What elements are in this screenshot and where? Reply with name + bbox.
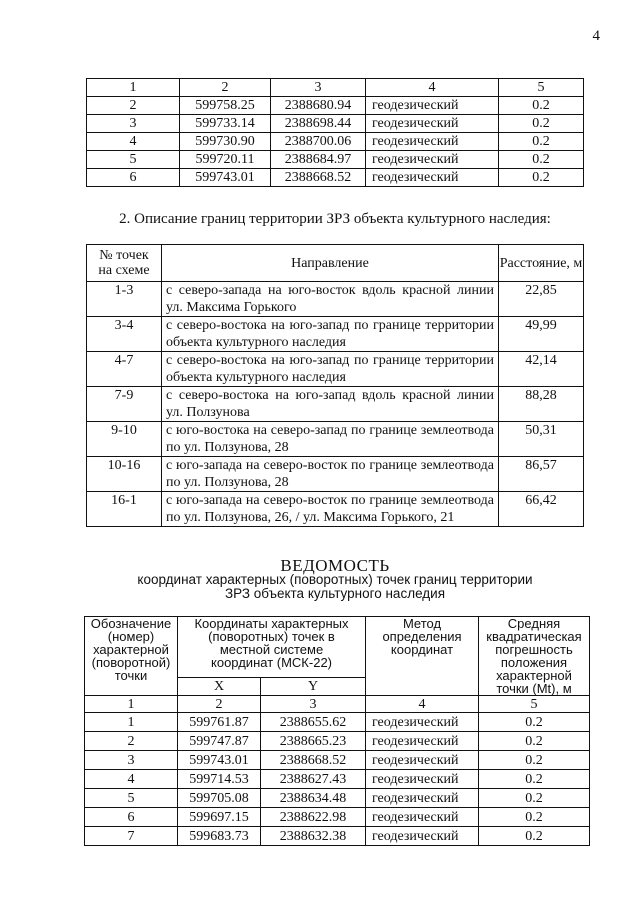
y-coordinate: 2388632.38 [261,827,366,846]
y-coordinate: 2388680.94 [271,97,366,115]
header-points [87,245,162,282]
x-coordinate: 599743.01 [178,751,261,770]
header-points-line2: на схеме [98,263,150,278]
table-row [87,422,584,457]
points-range: 3-4 [87,317,162,352]
table-header-row [85,617,590,678]
section-title: 2. Описание границ территории ЗРЗ объекта культурного наследия: [119,211,551,227]
distance: 88,28 [499,387,584,422]
point-number: 6 [87,169,180,187]
method: геодезический [366,827,479,846]
direction: с северо-востока на юго-запад по границе территории объекта культурного наследия [162,317,499,352]
header-error-line: положения [500,655,568,670]
y-coordinate: 2388622.98 [261,808,366,827]
x-coordinate: 599730.90 [180,133,271,151]
error-value: 0.2 [479,713,590,732]
header-coordinates-line: координат (МСК-22) [211,655,332,670]
error-value: 0.2 [499,115,584,133]
method: геодезический [366,732,479,751]
point-number: 4 [87,133,180,151]
method: геодезический [366,770,479,789]
table-header-row [87,79,584,97]
header-cell: 5 [499,79,584,97]
point-number: 3 [85,751,178,770]
header-direction: Направление [162,245,499,282]
vedomost-subtitle-line1: координат характерных (поворотных) точек границ территории [137,572,533,587]
error-value: 0.2 [479,732,590,751]
points-range: 9-10 [87,422,162,457]
distance: 49,99 [499,317,584,352]
header-coordinates [178,617,366,678]
point-number: 3 [87,115,180,133]
x-coordinate: 599705.08 [178,789,261,808]
method: геодезический [366,169,499,187]
y-coordinate: 2388698.44 [271,115,366,133]
method: геодезический [366,789,479,808]
error-value: 0.2 [499,169,584,187]
header-cell: 2 [180,79,271,97]
method: геодезический [366,133,499,151]
table-row [87,97,584,115]
header-designation-line: (номер) [107,629,155,644]
table-row [87,352,584,387]
points-range: 7-9 [87,387,162,422]
error-value: 0.2 [479,827,590,846]
column-number: 1 [85,696,178,713]
vedomost-subtitle [86,573,584,601]
column-number: 4 [366,696,479,713]
header-cell: 1 [87,79,180,97]
points-range: 16-1 [87,492,162,527]
table-row [85,770,590,789]
x-coordinate: 599714.53 [178,770,261,789]
direction: с северо-запада на юго-восток вдоль красной линии ул. Максима Горького [162,282,499,317]
header-method-line: координат [390,642,454,657]
y-coordinate: 2388665.23 [261,732,366,751]
header-error-line: погрешность [495,642,573,657]
direction: с юго-востока на северо-запад по границе землеотвода по ул. Ползунова, 28 [162,422,499,457]
header-designation-line: (поворотной) [91,655,171,670]
error-value: 0.2 [479,808,590,827]
header-x: X [178,678,261,696]
y-coordinate: 2388627.43 [261,770,366,789]
header-designation [85,617,178,696]
table-row [87,133,584,151]
points-range: 1-3 [87,282,162,317]
header-method-line: определения [382,629,462,644]
table-header-row [87,245,584,282]
header-error-line: характерной [496,668,572,683]
header-cell: 4 [366,79,499,97]
x-coordinate: 599733.14 [180,115,271,133]
table-row [85,808,590,827]
header-method-line: Метод [402,616,442,631]
distance: 86,57 [499,457,584,492]
x-coordinate: 599697.15 [178,808,261,827]
column-number: 5 [479,696,590,713]
x-coordinate: 599761.87 [178,713,261,732]
table-row [87,492,584,527]
table-row [85,751,590,770]
table-row [87,115,584,133]
table-row [87,457,584,492]
method: геодезический [366,751,479,770]
x-coordinate: 599683.73 [178,827,261,846]
point-number: 5 [87,151,180,169]
direction: с северо-востока на юго-запад вдоль красной линии ул. Ползунова [162,387,499,422]
header-error [479,617,590,696]
table-row [87,387,584,422]
column-number: 2 [178,696,261,713]
x-coordinate: 599743.01 [180,169,271,187]
header-error-line: точки (Mt), м [496,681,572,696]
distance: 50,31 [499,422,584,457]
x-coordinate: 599720.11 [180,151,271,169]
header-distance: Расстояние, м [499,245,584,282]
header-coordinates-line: местной системе [219,642,324,657]
table-row [85,827,590,846]
point-number: 6 [85,808,178,827]
y-coordinate: 2388684.97 [271,151,366,169]
point-number: 4 [85,770,178,789]
y-coordinate: 2388668.52 [271,169,366,187]
error-value: 0.2 [499,133,584,151]
header-designation-line: Обозначение [90,616,172,631]
direction: с юго-запада на северо-восток по границе землеотвода по ул. Ползунова, 26, / ул. Максима Горького, 21 [162,492,499,527]
error-value: 0.2 [499,151,584,169]
header-coordinates-line: Координаты характерных [194,616,349,631]
header-error-line: Средняя [507,616,561,631]
vedomost-subtitle-line2: ЗРЗ объекта культурного наследия [224,586,446,601]
method: геодезический [366,115,499,133]
table-row [85,713,590,732]
header-method [366,617,479,696]
point-number: 2 [85,732,178,751]
distance: 22,85 [499,282,584,317]
header-coordinates-line: (поворотных) точек в [208,629,335,644]
method: геодезический [366,97,499,115]
error-value: 0.2 [499,97,584,115]
column-number: 3 [261,696,366,713]
y-coordinate: 2388668.52 [261,751,366,770]
distance: 66,42 [499,492,584,527]
point-number: 5 [85,789,178,808]
table-row [85,789,590,808]
table-row [87,317,584,352]
point-number: 1 [85,713,178,732]
table-row [87,169,584,187]
header-error-line: квадратическая [486,629,582,644]
method: геодезический [366,151,499,169]
points-range: 4-7 [87,352,162,387]
x-coordinate: 599758.25 [180,97,271,115]
page-number: 4 [592,28,600,44]
x-coordinate: 599747.87 [178,732,261,751]
y-coordinate: 2388655.62 [261,713,366,732]
table-row [87,282,584,317]
column-numbering-row [85,696,590,713]
header-points-line1: № точек [99,248,149,263]
method: геодезический [366,808,479,827]
table-row [87,151,584,169]
error-value: 0.2 [479,770,590,789]
point-number: 7 [85,827,178,846]
error-value: 0.2 [479,789,590,808]
header-cell: 3 [271,79,366,97]
vedomost-title: ВЕДОМОСТЬ [280,556,390,575]
header-designation-line: точки [114,668,148,683]
direction: с северо-востока на юго-запад по границе территории объекта культурного наследия [162,352,499,387]
header-designation-line: характерной [93,642,169,657]
vedomost-coordinates-table [84,616,590,846]
coordinates-table-continued [86,78,584,187]
y-coordinate: 2388700.06 [271,133,366,151]
method: геодезический [366,713,479,732]
points-range: 10-16 [87,457,162,492]
table-row [85,732,590,751]
direction: с юго-запада на северо-восток по границе землеотвода по ул. Ползунова, 28 [162,457,499,492]
y-coordinate: 2388634.48 [261,789,366,808]
header-y: Y [261,678,366,696]
error-value: 0.2 [479,751,590,770]
point-number: 2 [87,97,180,115]
distance: 42,14 [499,352,584,387]
boundary-description-table [86,244,584,527]
